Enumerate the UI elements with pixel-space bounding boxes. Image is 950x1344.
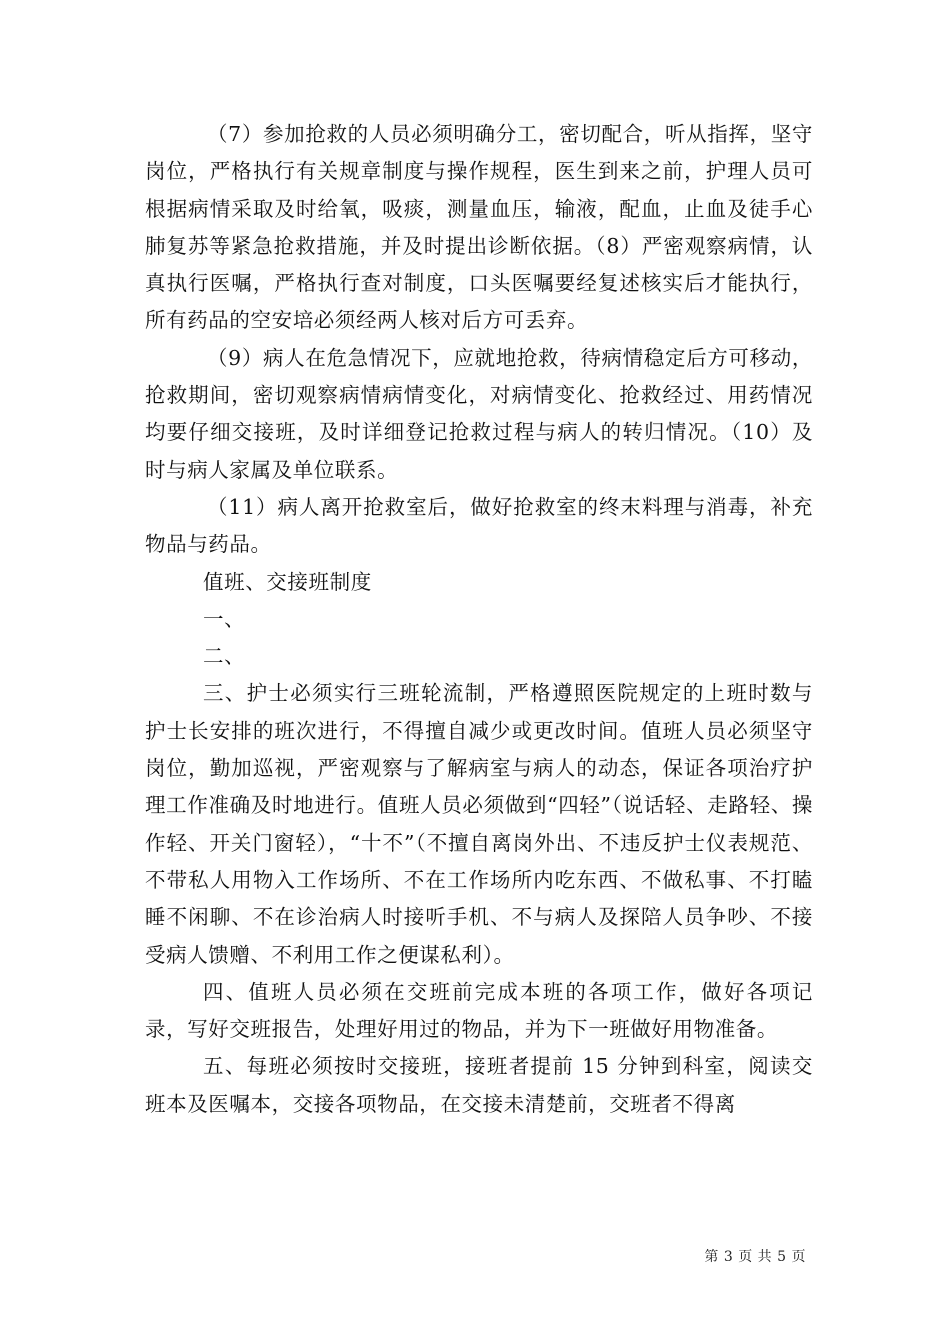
list-item-two: 二、: [203, 644, 246, 669]
paragraph-five: 五、每班必须按时交接班，接班者提前 15 分钟到科室，阅读交班本及医嘱本，交接各项物品，在交接未清楚前，交班者不得离: [145, 1054, 813, 1116]
paragraph-four: 四、值班人员必须在交班前完成本班的各项工作，做好各项记录，写好交班报告，处理好用过的物品，并为下一班做好用物准备。: [145, 979, 813, 1042]
section-heading: 值班、交接班制度: [203, 569, 372, 594]
paragraph-rescue-7-8: （7）参加抢救的人员必须明确分工，密切配合，听从指挥，坚守岗位，严格执行有关规章制度与操作规程，医生到来之前，护理人员可根据病情采取及时给氧，吸痰，测量血压，输液，配血，止血及徒手心肺复苏等紧急抢救措施，并及时提出诊断依据。（8）严密观察病情，认真执行医嘱，严格执行查对制度，口头医嘱要经复述核实后才能执行，所有药品的空安培必须经两人核对后方可丢弃。: [145, 122, 813, 333]
list-item-one: 一、: [203, 606, 246, 631]
paragraph-rescue-11: （11）病人离开抢救室后，做好抢救室的终末料理与消毒，补充物品与药品。: [145, 494, 813, 557]
paragraph-three: 三、护士必须实行三班轮流制，严格遵照医院规定的上班时数与护士长安排的班次进行，不得擅自减少或更改时间。值班人员必须坚守岗位，勤加巡视，严密观察与了解病室与病人的动态，保证各项治疗护理工作准确及时地进行。值班人员必须做到“四轻”（说话轻、走路轻、操作轻、开关门窗轻），“十不”（不擅自离岗外出、不违反护士仪表规范、不带私人用物入工作场所、不在工作场所内吃东西、不做私事、不打瞌睡不闲聊、不在诊治病人时接听手机、不与病人及探陪人员争吵、不接受病人馈赠、不利用工作之便谋私利）。: [145, 681, 813, 967]
page-number: 第 3 页 共 5 页: [704, 1249, 806, 1265]
paragraph-rescue-9-10: （9）病人在危急情况下，应就地抢救，待病情稳定后方可移动，抢救期间，密切观察病情病情变化，对病情变化、抢救经过、用药情况均要仔细交接班，及时详细登记抢救过程与病人的转归情况。（10）及时与病人家属及单位联系。: [145, 345, 813, 482]
document-body: [145, 116, 813, 1123]
